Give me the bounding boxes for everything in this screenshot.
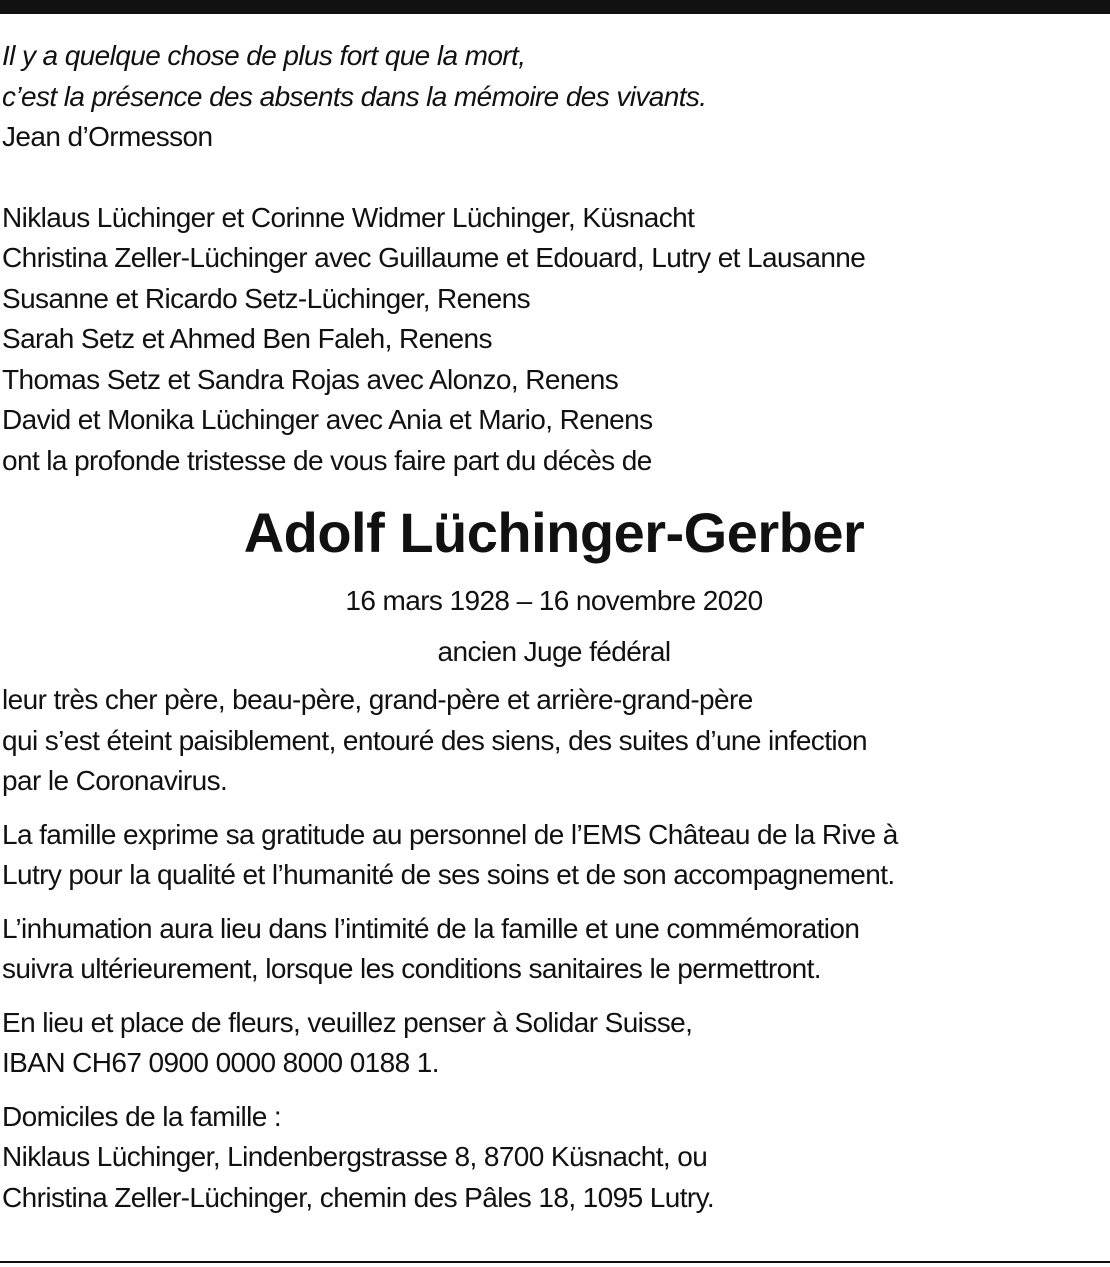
family-members-list xyxy=(2,198,1106,441)
deceased-role: ancien Juge fédéral xyxy=(437,635,671,667)
family-member: Niklaus Lüchinger et Corinne Widmer Lüchinger, Küsnacht xyxy=(2,201,695,233)
family-member: Susanne et Ricardo Setz-Lüchinger, Renens xyxy=(2,282,530,314)
family-addresses xyxy=(2,1097,1106,1219)
quote-author: Jean d’Ormesson xyxy=(2,121,213,152)
bottom-rule xyxy=(0,1261,1110,1263)
tribute-paragraph xyxy=(2,680,1106,802)
family-member: Thomas Setz et Sandra Rojas avec Alonzo, Renens xyxy=(2,363,619,395)
burial-paragraph xyxy=(2,909,1106,990)
epigraph-quote xyxy=(2,36,1106,158)
paragraph-line: suivra ultérieurement, lorsque les conditions sanitaires le permettront. xyxy=(2,953,821,984)
address-line: Christina Zeller-Lüchinger, chemin des Pâles 18, 1095 Lutry. xyxy=(2,1181,715,1213)
paragraph-line: L’inhumation aura lieu dans l’intimité de la famille et une commémoration xyxy=(2,912,860,944)
paragraph-line: Lutry pour la qualité et l’humanité de ses soins et de son accompagnement. xyxy=(2,859,895,890)
paragraph-line: qui s’est éteint paisiblement, entouré des siens, des suites d’une infection xyxy=(2,724,867,756)
donation-paragraph xyxy=(2,1003,1106,1084)
iban-line: IBAN CH67 0900 0000 8000 0188 1. xyxy=(2,1047,439,1078)
family-member: Sarah Setz et Ahmed Ben Faleh, Renens xyxy=(2,323,492,354)
deceased-name: Adolf Lüchinger-Gerber xyxy=(243,501,865,564)
family-member: Christina Zeller-Lüchinger avec Guillaume et Edouard, Lutry et Lausanne xyxy=(2,242,866,273)
gratitude-paragraph xyxy=(2,815,1106,896)
life-dates: 16 mars 1928 – 16 novembre 2020 xyxy=(345,585,763,616)
paragraph-line: par le Coronavirus. xyxy=(2,765,228,796)
paragraph-line: La famille exprime sa gratitude au personnel de l’EMS Château de la Rive à xyxy=(2,818,898,850)
top-rule xyxy=(0,0,1110,14)
quote-line: Il y a quelque chose de plus fort que la mort, xyxy=(2,40,526,71)
quote-line: c’est la présence des absents dans la mémoire des vivants. xyxy=(2,80,707,112)
announcement-intro: ont la profonde tristesse de vous faire part du décès de xyxy=(2,444,652,476)
addresses-heading: Domiciles de la famille : xyxy=(2,1100,282,1132)
family-member: David et Monika Lüchinger avec Ania et Mario, Renens xyxy=(2,404,653,435)
obituary-notice xyxy=(2,36,1106,1218)
address-line: Niklaus Lüchinger, Lindenbergstrasse 8, 8700 Küsnacht, ou xyxy=(2,1141,708,1172)
paragraph-line: leur très cher père, beau-père, grand-père et arrière-grand-père xyxy=(2,684,753,715)
paragraph-line: En lieu et place de fleurs, veuillez penser à Solidar Suisse, xyxy=(2,1006,693,1038)
